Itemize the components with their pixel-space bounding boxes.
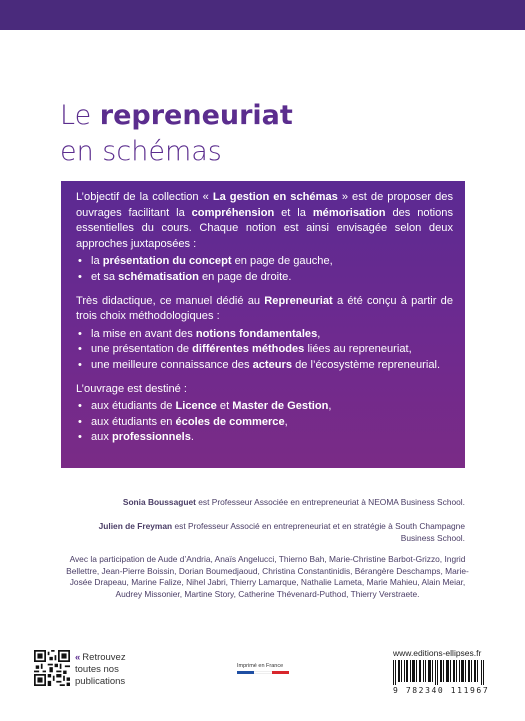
list-item bbox=[76, 358, 453, 374]
intro-text: L’objectif de la collection « bbox=[76, 191, 213, 203]
intro-text: des notions essentielles du cours. Chaque notion est ainsi envisagée selon deux approches juxtaposées : bbox=[76, 206, 453, 250]
choices-list bbox=[76, 327, 453, 374]
item-text: la mise en avant des bbox=[91, 327, 196, 340]
item-text: aux étudiants en bbox=[91, 415, 176, 428]
didactic-paragraph bbox=[76, 294, 453, 325]
item-text: en page de droite. bbox=[198, 270, 292, 283]
intro-paragraph bbox=[76, 190, 453, 252]
item-text: . bbox=[190, 431, 194, 444]
list-item bbox=[76, 254, 453, 270]
barcode-icon bbox=[393, 660, 485, 685]
item-text: , bbox=[284, 415, 288, 428]
contributors-list: Avec la participation de Aude d’Andria, Anaïs Angelucci, Thierno Bah, Marie-Christine Barbot-Grizzo, Ingrid Bellettre, Jean-Pierre Boissin, Dorian Boumedjaoud, Christina Constantinidis, Bérangère Deschamps, Marie-Josée Drapeau, Marine Falize, Nihel Jabri, Thierry Lamarque, Nathalie Lameta, Marie Mahieu, Alain Meiar, Audrey Missonier, Martine Story, Catherine Thévenard-Puthod, Thierry Verstraete. bbox=[66, 554, 469, 599]
list-item bbox=[76, 430, 453, 446]
item-text: , bbox=[317, 327, 321, 340]
title-bold: repreneuriat bbox=[99, 100, 293, 131]
item-bold: différentes méthodes bbox=[192, 343, 305, 356]
item-text: liées au repreneuriat, bbox=[304, 343, 412, 356]
qr-code-icon bbox=[34, 650, 70, 686]
item-bold: notions fondamentales bbox=[195, 327, 318, 340]
intro-bold: mémorisation bbox=[312, 206, 386, 219]
didactic-text: Très didactique, ce manuel dédié au bbox=[76, 294, 265, 307]
title-line2: en schémas bbox=[60, 136, 222, 167]
author-name: Julien de Freyman bbox=[98, 521, 173, 531]
item-bold: Master de Gestion bbox=[232, 400, 329, 413]
audience-intro: L’ouvrage est destiné : bbox=[76, 382, 188, 395]
item-bold: présentation du concept bbox=[102, 255, 232, 268]
approaches-list bbox=[76, 254, 453, 285]
item-text: de l’écosystème repreneurial. bbox=[292, 358, 441, 371]
item-text: et sa bbox=[91, 270, 119, 283]
description-box bbox=[61, 181, 465, 468]
title-prefix: Le bbox=[60, 100, 100, 131]
publications-link[interactable] bbox=[75, 652, 145, 688]
author-text: est Professeur Associée en entrepreneuriat à NEOMA Business School. bbox=[195, 497, 465, 507]
item-text: aux bbox=[91, 431, 112, 444]
item-text: une présentation de bbox=[91, 343, 193, 356]
author-text: est Professeur Associé en entrepreneuriat et en stratégie à South Champagne Business School. bbox=[172, 521, 465, 543]
list-item bbox=[76, 270, 453, 286]
didactic-text: a été conçu à partir de trois choix méthodologiques : bbox=[76, 294, 453, 323]
list-item bbox=[76, 415, 453, 431]
item-bold: acteurs bbox=[252, 358, 293, 371]
flag-white bbox=[254, 671, 271, 674]
item-bold: professionnels bbox=[111, 431, 191, 444]
item-text: en page de gauche, bbox=[231, 255, 333, 268]
item-text: aux étudiants de bbox=[91, 400, 176, 413]
item-bold: Licence bbox=[175, 400, 217, 413]
intro-bold: La gestion en schémas bbox=[212, 191, 338, 203]
audience-list bbox=[76, 399, 453, 446]
item-text: une meilleure connaissance des bbox=[91, 358, 253, 371]
item-text: la bbox=[91, 255, 103, 268]
list-item bbox=[76, 342, 453, 358]
quote-mark: « bbox=[75, 652, 81, 663]
intro-text: et la bbox=[274, 206, 313, 219]
website-link[interactable]: www.editions-ellipses.fr bbox=[393, 648, 482, 658]
author-bio bbox=[70, 521, 465, 544]
flag-red bbox=[272, 671, 289, 674]
item-text: et bbox=[216, 400, 233, 413]
list-item bbox=[76, 327, 453, 343]
printed-in-france-label: Imprimé en France bbox=[237, 663, 284, 669]
book-title bbox=[60, 98, 293, 170]
item-bold: schématisation bbox=[118, 270, 199, 283]
top-band bbox=[0, 0, 525, 30]
publications-text: Retrouvez toutes nos publications bbox=[75, 652, 126, 687]
french-flag-icon bbox=[237, 671, 289, 674]
list-item bbox=[76, 399, 453, 415]
isbn-number: 9 782340 111967 bbox=[393, 686, 490, 695]
item-text: , bbox=[328, 400, 332, 413]
author-name: Sonia Boussaguet bbox=[122, 497, 196, 507]
flag-blue bbox=[237, 671, 254, 674]
author-bio bbox=[70, 497, 465, 509]
intro-bold: compréhension bbox=[191, 206, 275, 219]
intro-text: » est de proposer des ouvrages facilitant la bbox=[76, 191, 454, 219]
didactic-bold: Repreneuriat bbox=[264, 294, 333, 307]
item-bold: écoles de commerce bbox=[175, 415, 285, 428]
